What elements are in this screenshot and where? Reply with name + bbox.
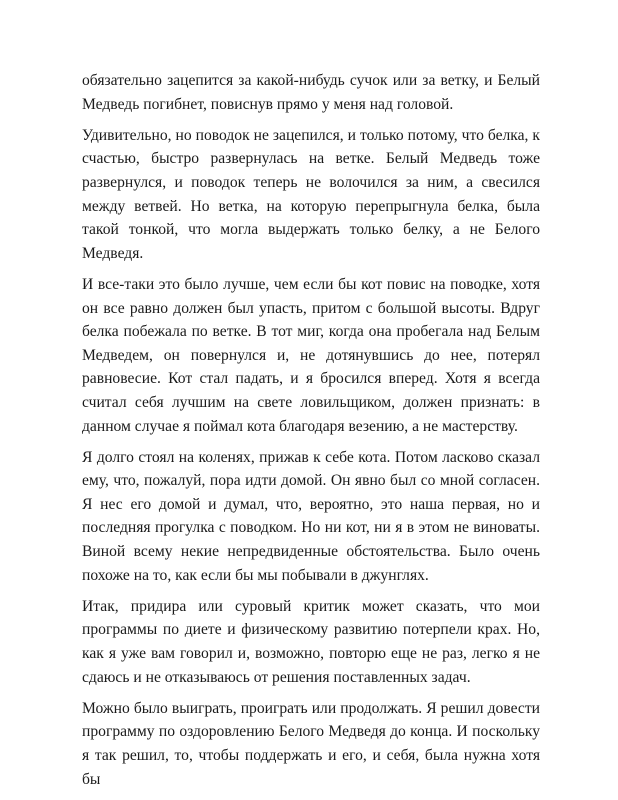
paragraph-2: Удивительно, но поводок не зацепился, и только потому, что белка, к счастью, быстро развернулась на ветке. Белый Медведь тоже развернулся, и поводок теперь не волочился за ним, а свесился между ветвей. Но ветка, на которую перепрыгнула белка, была такой тонкой, что могла выдержать только белку, а не Белого Медведя. bbox=[82, 126, 540, 262]
body-text bbox=[82, 69, 540, 799]
paragraph-1: обязательно зацепится за какой-нибудь сучок или за ветку, и Белый Медведь погибнет, повиснув прямо у меня над головой. bbox=[82, 72, 540, 113]
paragraph-6: Можно было выиграть, проиграть или продолжать. Я решил довести программу по оздоровлению Белого Медведя до конца. И поскольку я так решил, то, чтобы поддержать и его, и себя, была нужна хотя бы bbox=[82, 699, 540, 788]
paragraph-4: Я долго стоял на коленях, прижав к себе кота. Потом ласково сказал ему, что, пожалуй, пора идти домой. Он явно был со мной согласен. Я нес его домой и думал, что, вероятно, это наша первая, но и последняя прогулка с поводком. Но ни кот, ни я в этом не виноваты. Виной всему некие непредвиденные обстоятельства. Было очень похоже на то, как если бы мы побывали в джунглях. bbox=[82, 448, 540, 584]
paragraph-5: Итак, придира или суровый критик может сказать, что мои программы по диете и физическому развитию потерпели крах. Но, как я уже вам говорил и, возможно, повторю еще не раз, легко я не сдаюсь и не отказываюсь от решения поставленных задач. bbox=[82, 597, 540, 686]
paragraph-3: И все-таки это было лучше, чем если бы кот повис на поводке, хотя он все равно должен был упасть, притом с большой высоты. Вдруг белка побежала по ветке. В тот миг, когда она пробегала над Белым Медведем, он повернулся и, не дотянувшись до нее, потерял равновесие. Кот стал падать, и я бросился вперед. Хотя я всегда считал себя лучшим на свете ловильщиком, должен признать: в данном случае я поймал кота благодаря везению, а не мастерству. bbox=[82, 275, 540, 435]
